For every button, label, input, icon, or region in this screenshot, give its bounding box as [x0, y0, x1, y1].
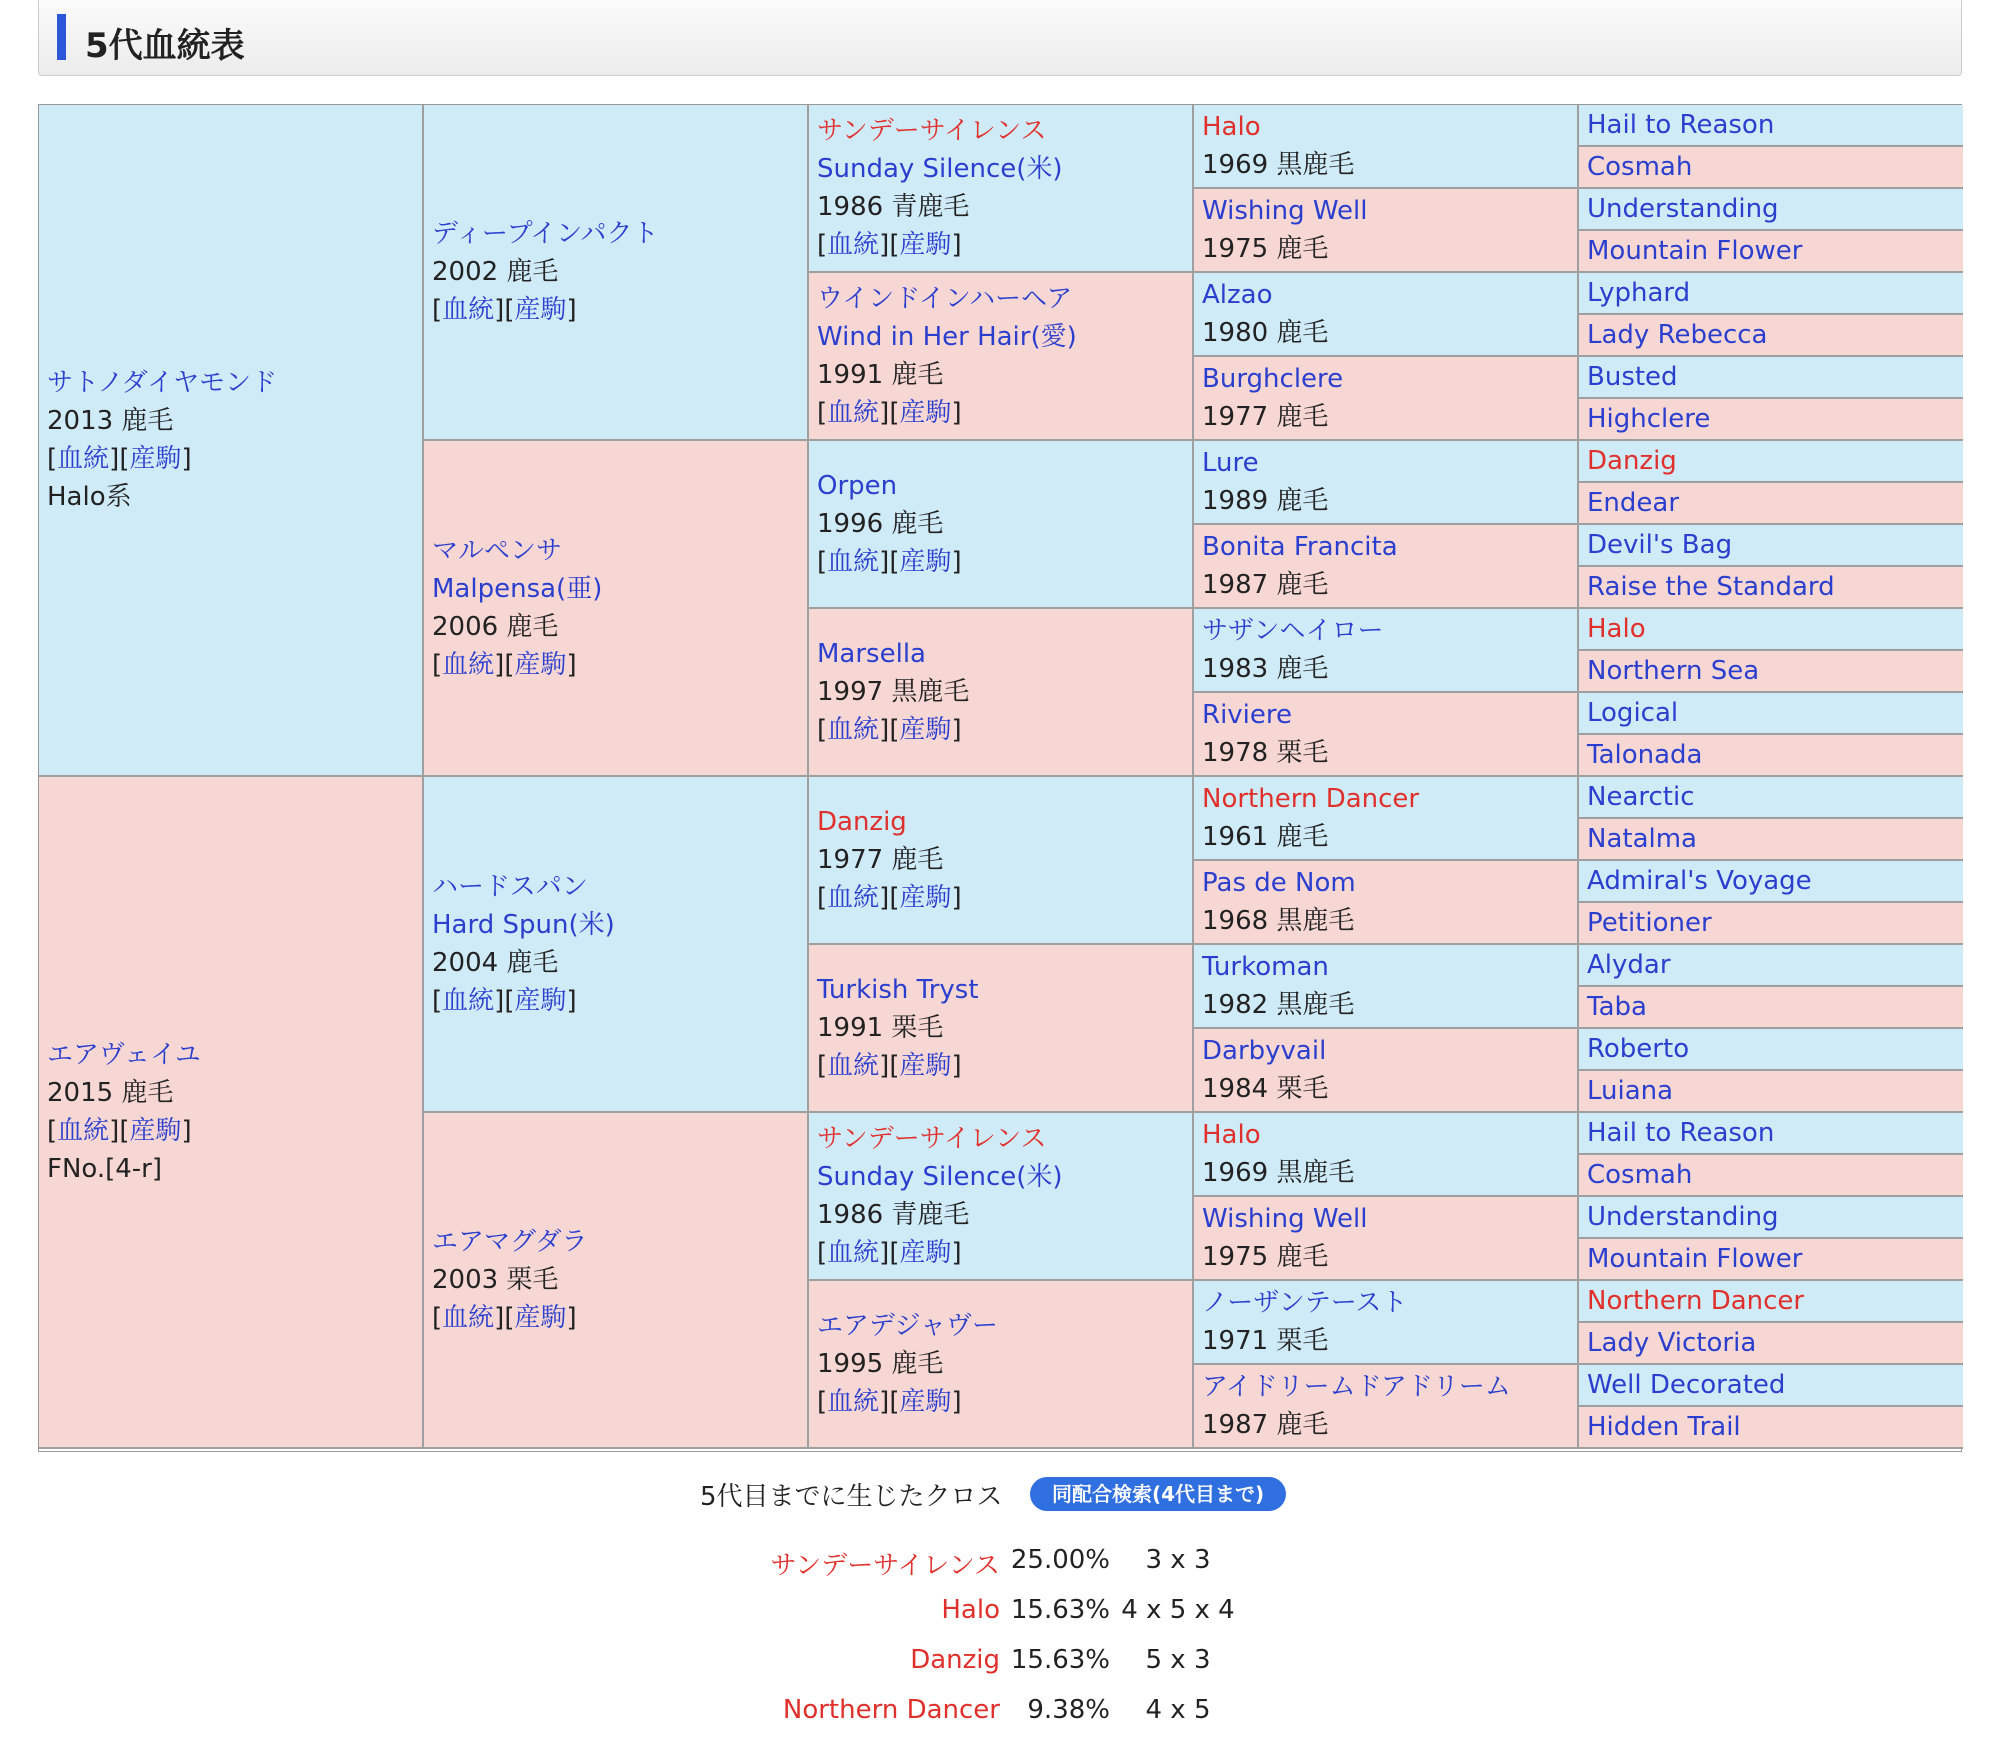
horse-links: [817, 226, 1184, 264]
pedigree-cell-gen5: [1579, 567, 1963, 609]
horse-birth-color: 1987 鹿毛: [1202, 1410, 1329, 1440]
cross-row: [0, 1595, 2000, 1635]
horse-name-link[interactable]: Highclere: [1587, 404, 1711, 434]
horse-name-link[interactable]: ノーザンテースト: [1202, 1288, 1408, 1318]
horse-birth-color: 1986 青鹿毛: [817, 192, 970, 222]
bracket: ][: [494, 650, 515, 680]
pedigree-cell-gen3: [809, 1113, 1194, 1281]
bracket: [: [817, 883, 828, 913]
pedigree-cell-gen5: [1579, 483, 1963, 525]
offspring-link[interactable]: 産駒: [899, 547, 952, 577]
horse-name-link[interactable]: Alydar: [1587, 950, 1671, 980]
pedigree-cell-gen2: [424, 441, 809, 777]
horse-name-link[interactable]: Talonada: [1587, 740, 1703, 770]
pedigree-cell-gen1: [39, 777, 424, 1449]
bracket: ]: [951, 1238, 962, 1268]
horse-name-link[interactable]: Darbyvail: [1202, 1036, 1327, 1066]
offspring-link[interactable]: 産駒: [899, 1051, 952, 1081]
horse-birth-color: 2002 鹿毛: [432, 257, 559, 287]
cross-generations-text: 3 x 3: [1145, 1545, 1211, 1575]
horse-links: [817, 1047, 1184, 1085]
bracket: [: [432, 986, 443, 1016]
horse-birth-color: 1969 黒鹿毛: [1202, 1158, 1355, 1188]
pedigree-cell-gen5: [1579, 1323, 1963, 1365]
horse-name-link[interactable]: Halo: [1587, 614, 1646, 644]
pedigree-cell-gen5: [1579, 1239, 1963, 1281]
pedigree-cell-gen5: [1579, 1281, 1963, 1323]
bracket: [: [47, 1116, 58, 1146]
pedigree-cell-gen3: [809, 273, 1194, 441]
pedigree-cell-gen5: [1579, 903, 1963, 945]
cross-percentage: 9.38%: [1027, 1695, 1110, 1725]
bracket: [: [817, 230, 828, 260]
cross-horse-name[interactable]: Halo: [941, 1595, 1000, 1625]
horse-name-link[interactable]: Orpen: [817, 471, 898, 501]
horse-name-en-link[interactable]: Hard Spun(米): [432, 910, 615, 940]
bracket: ]: [951, 715, 962, 745]
header-accent-bar: [57, 14, 66, 60]
horse-name-link[interactable]: Mountain Flower: [1587, 236, 1803, 266]
horse-name-link[interactable]: Riviere: [1202, 700, 1293, 730]
pedigree-cell-gen4: [1194, 273, 1579, 357]
pedigree-cell-gen4: [1194, 1029, 1579, 1113]
bracket: ][: [879, 230, 900, 260]
horse-name-link[interactable]: Burghclere: [1202, 364, 1344, 394]
bracket: ][: [494, 295, 515, 325]
horse-name-link[interactable]: Lyphard: [1587, 278, 1691, 308]
pedigree-cell-gen5: [1579, 735, 1963, 777]
pedigree-link[interactable]: 血統: [827, 547, 880, 577]
pedigree-cell-gen5: [1579, 1113, 1963, 1155]
bracket: [: [817, 1238, 828, 1268]
horse-name-link[interactable]: Natalma: [1587, 824, 1697, 854]
offspring-link[interactable]: 産駒: [899, 715, 952, 745]
pedigree-cell-gen4: [1194, 609, 1579, 693]
horse-birth-color: 1995 鹿毛: [817, 1349, 944, 1379]
bracket: ]: [951, 398, 962, 428]
pedigree-link[interactable]: 血統: [442, 1303, 495, 1333]
horse-name-link[interactable]: サトノダイヤモンド: [47, 368, 278, 398]
horse-name-link[interactable]: Well Decorated: [1587, 1370, 1786, 1400]
pedigree-cell-gen4: [1194, 777, 1579, 861]
pedigree-cell-gen5: [1579, 231, 1963, 273]
pedigree-cell-gen5: [1579, 777, 1963, 819]
pedigree-cell-gen5: [1579, 189, 1963, 231]
pedigree-cell-gen4: [1194, 357, 1579, 441]
pedigree-cell-gen5: [1579, 651, 1963, 693]
pedigree-cell-gen3: [809, 105, 1194, 273]
pedigree-cell-gen5: [1579, 105, 1963, 147]
pedigree-cell-gen5: [1579, 1155, 1963, 1197]
cross-row: [0, 1695, 2000, 1735]
horse-name-link[interactable]: Raise the Standard: [1587, 572, 1835, 602]
pedigree-link[interactable]: 血統: [827, 1387, 880, 1417]
pedigree-cell-gen4: [1194, 1281, 1579, 1365]
horse-links: [47, 1112, 414, 1150]
horse-birth-color: 1968 黒鹿毛: [1202, 906, 1355, 936]
horse-name-link[interactable]: Admiral's Voyage: [1587, 866, 1812, 896]
bracket: [: [817, 398, 828, 428]
pedigree-cell-gen3: [809, 1281, 1194, 1449]
section-header: [38, 0, 1962, 76]
pedigree-cell-gen5: [1579, 987, 1963, 1029]
pedigree-link[interactable]: 血統: [827, 1051, 880, 1081]
pedigree-cell-gen5: [1579, 1029, 1963, 1071]
horse-name-link[interactable]: アイドリームドアドリーム: [1202, 1372, 1511, 1402]
pedigree-link[interactable]: 血統: [827, 1238, 880, 1268]
pedigree-cell-gen4: [1194, 945, 1579, 1029]
horse-birth-color: 1996 鹿毛: [817, 509, 944, 539]
pedigree-cell-gen2: [424, 777, 809, 1113]
pedigree-cell-gen4: [1194, 861, 1579, 945]
horse-links: [432, 1299, 799, 1337]
bracket: [: [817, 715, 828, 745]
horse-links: [817, 1234, 1184, 1272]
section-title: 5代血統表: [85, 26, 245, 66]
horse-birth-color: 2004 鹿毛: [432, 948, 559, 978]
pedigree-cell-gen5: [1579, 273, 1963, 315]
cross-generations-text: 4 x 5 x 4: [1121, 1595, 1235, 1625]
bracket: [: [817, 1387, 828, 1417]
bracket: [: [817, 547, 828, 577]
horse-birth-color: 1975 鹿毛: [1202, 234, 1329, 264]
horse-name-link[interactable]: Wishing Well: [1202, 196, 1368, 226]
horse-birth-color: 2015 鹿毛: [47, 1078, 174, 1108]
bracket: ]: [566, 650, 577, 680]
horse-name-link[interactable]: Lure: [1202, 448, 1259, 478]
offspring-link[interactable]: 産駒: [514, 650, 567, 680]
bracket: [: [432, 1303, 443, 1333]
pedigree-cell-gen3: [809, 945, 1194, 1113]
pedigree-cell-gen5: [1579, 819, 1963, 861]
horse-name-link[interactable]: Bonita Francita: [1202, 532, 1398, 562]
cross-generations-text: 5 x 3: [1145, 1645, 1211, 1675]
bracket: ][: [879, 547, 900, 577]
horse-name-link[interactable]: Hidden Trail: [1587, 1412, 1741, 1442]
horse-name-en-link[interactable]: Malpensa(亜): [432, 574, 603, 604]
horse-name-link[interactable]: Busted: [1587, 362, 1678, 392]
offspring-link[interactable]: 産駒: [514, 295, 567, 325]
pedigree-link[interactable]: 血統: [827, 398, 880, 428]
horse-links: [817, 711, 1184, 749]
horse-name-en-link[interactable]: Sunday Silence(米): [817, 1162, 1063, 1192]
pedigree-cell-gen4: [1194, 525, 1579, 609]
horse-birth-color: 2003 栗毛: [432, 1265, 559, 1295]
horse-note: Halo系: [47, 482, 132, 512]
horse-name-link[interactable]: Roberto: [1587, 1034, 1690, 1064]
bracket: ][: [879, 715, 900, 745]
horse-name-link[interactable]: ウインドインハーヘア: [817, 284, 1073, 314]
horse-name-link[interactable]: Understanding: [1587, 1202, 1779, 1232]
bracket: ][: [109, 444, 130, 474]
horse-birth-color: 1997 黒鹿毛: [817, 677, 970, 707]
bracket: ][: [879, 1238, 900, 1268]
horse-birth-color: 1971 栗毛: [1202, 1326, 1329, 1356]
horse-birth-color: 1975 鹿毛: [1202, 1242, 1329, 1272]
cross-generations-text: 4 x 5: [1145, 1695, 1211, 1725]
horse-name-link[interactable]: Wishing Well: [1202, 1204, 1368, 1234]
bracket: ]: [951, 1387, 962, 1417]
pedigree-cell-gen5: [1579, 1197, 1963, 1239]
pedigree-cell-gen4: [1194, 441, 1579, 525]
bracket: ]: [951, 547, 962, 577]
bracket: [: [47, 444, 58, 474]
pedigree-cell-gen2: [424, 1113, 809, 1449]
pedigree-link[interactable]: 血統: [442, 295, 495, 325]
horse-name-link[interactable]: マルペンサ: [432, 536, 563, 566]
horse-name-link[interactable]: Marsella: [817, 639, 926, 669]
bracket: ]: [566, 1303, 577, 1333]
pedigree-cell-gen4: [1194, 1365, 1579, 1449]
horse-birth-color: 1980 鹿毛: [1202, 318, 1329, 348]
horse-name-link[interactable]: サザンヘイロー: [1202, 616, 1384, 646]
horse-links: [432, 291, 799, 329]
horse-name-link[interactable]: Cosmah: [1587, 152, 1693, 182]
pedigree-link[interactable]: 血統: [442, 986, 495, 1016]
bracket: ]: [181, 1116, 192, 1146]
horse-birth-color: 1969 黒鹿毛: [1202, 150, 1355, 180]
pedigree-cell-gen4: [1194, 1197, 1579, 1281]
pedigree-cell-gen5: [1579, 1071, 1963, 1113]
pedigree-table: [38, 104, 1962, 1452]
horse-links: [817, 394, 1184, 432]
horse-name-link[interactable]: Northern Dancer: [1587, 1286, 1805, 1316]
pedigree-cell-gen5: [1579, 861, 1963, 903]
horse-note: FNo.[4-r]: [47, 1154, 163, 1184]
pedigree-cell-gen4: [1194, 693, 1579, 777]
horse-name-link[interactable]: Taba: [1587, 992, 1647, 1022]
horse-name-link[interactable]: Petitioner: [1587, 908, 1712, 938]
horse-name-link[interactable]: Northern Dancer: [1202, 784, 1420, 814]
horse-name-link[interactable]: サンデーサイレンス: [817, 1124, 1047, 1154]
pedigree-cell-gen3: [809, 441, 1194, 609]
horse-name-link[interactable]: Danzig: [817, 807, 907, 837]
offspring-link[interactable]: 産駒: [899, 883, 952, 913]
horse-name-link[interactable]: ハードスパン: [432, 872, 588, 902]
horse-name-link[interactable]: Lady Victoria: [1587, 1328, 1757, 1358]
horse-birth-color: 1983 鹿毛: [1202, 654, 1329, 684]
bracket: ][: [879, 883, 900, 913]
pedigree-link[interactable]: 血統: [57, 1116, 110, 1146]
pedigree-cell-gen5: [1579, 315, 1963, 357]
bracket: [: [432, 650, 443, 680]
offspring-link[interactable]: 産駒: [514, 986, 567, 1016]
horse-name-link[interactable]: Endear: [1587, 488, 1680, 518]
bracket: ]: [566, 295, 577, 325]
offspring-link[interactable]: 産駒: [129, 1116, 182, 1146]
pedigree-cell-gen5: [1579, 609, 1963, 651]
horse-name-link[interactable]: Pas de Nom: [1202, 868, 1356, 898]
bracket: ][: [494, 1303, 515, 1333]
cross-row: [0, 1545, 2000, 1585]
cross-percentage: 15.63%: [1010, 1645, 1110, 1675]
pedigree-cell-gen5: [1579, 945, 1963, 987]
horse-name-link[interactable]: Devil's Bag: [1587, 530, 1733, 560]
offspring-link[interactable]: 産駒: [899, 398, 952, 428]
pedigree-link[interactable]: 血統: [827, 883, 880, 913]
bracket: ][: [109, 1116, 130, 1146]
offspring-link[interactable]: 産駒: [514, 1303, 567, 1333]
horse-links: [817, 1383, 1184, 1421]
horse-links: [432, 982, 799, 1020]
pedigree-cell-gen5: [1579, 1407, 1963, 1449]
horse-name-link[interactable]: サンデーサイレンス: [817, 116, 1047, 146]
pedigree-cell-gen5: [1579, 441, 1963, 483]
horse-name-link[interactable]: エアデジャヴー: [817, 1311, 998, 1341]
bracket: ]: [951, 230, 962, 260]
horse-name-en-link[interactable]: Sunday Silence(米): [817, 154, 1063, 184]
pedigree-cell-gen1: [39, 105, 424, 777]
pedigree-link[interactable]: 血統: [442, 650, 495, 680]
pedigree-cell-gen3: [809, 609, 1194, 777]
horse-links: [432, 646, 799, 684]
cross-horse-name[interactable]: Danzig: [910, 1645, 1000, 1675]
horse-links: [817, 543, 1184, 581]
cross-section-title: 5代目までに生じたクロス: [700, 1482, 1003, 1512]
bracket: ][: [494, 986, 515, 1016]
horse-name-link[interactable]: Halo: [1202, 112, 1261, 142]
horse-name-link[interactable]: Danzig: [1587, 446, 1677, 476]
horse-name-link[interactable]: Turkoman: [1202, 952, 1329, 982]
horse-birth-color: 1991 鹿毛: [817, 360, 944, 390]
offspring-link[interactable]: 産駒: [899, 1238, 952, 1268]
offspring-link[interactable]: 産駒: [899, 230, 952, 260]
cross-horse-name[interactable]: サンデーサイレンス: [770, 1551, 1000, 1581]
horse-name-link[interactable]: エアヴェイユ: [47, 1040, 201, 1070]
horse-name-link[interactable]: Logical: [1587, 698, 1679, 728]
horse-name-link[interactable]: Hail to Reason: [1587, 110, 1775, 140]
horse-name-link[interactable]: Hail to Reason: [1587, 1118, 1775, 1148]
horse-birth-color: 2013 鹿毛: [47, 406, 174, 436]
pedigree-link[interactable]: 血統: [57, 444, 110, 474]
horse-name-link[interactable]: Understanding: [1587, 194, 1779, 224]
bracket: ]: [951, 883, 962, 913]
bracket: ][: [879, 1387, 900, 1417]
horse-name-link[interactable]: エアマグダラ: [432, 1227, 588, 1257]
horse-birth-color: 1987 鹿毛: [1202, 570, 1329, 600]
horse-birth-color: 1982 黒鹿毛: [1202, 990, 1355, 1020]
bracket: ][: [879, 1051, 900, 1081]
horse-name-link[interactable]: Luiana: [1587, 1076, 1674, 1106]
pedigree-cell-gen4: [1194, 189, 1579, 273]
pedigree-cell-gen5: [1579, 525, 1963, 567]
horse-birth-color: 1961 鹿毛: [1202, 822, 1329, 852]
horse-birth-color: 1984 栗毛: [1202, 1074, 1329, 1104]
horse-name-link[interactable]: ディープインパクト: [432, 219, 659, 249]
horse-links: [47, 440, 414, 478]
same-mating-search-button[interactable]: 同配合検索(4代目まで): [1030, 1477, 1286, 1511]
horse-name-link[interactable]: Nearctic: [1587, 782, 1695, 812]
horse-name-link[interactable]: Halo: [1202, 1120, 1261, 1150]
pedigree-link[interactable]: 血統: [827, 230, 880, 260]
pedigree-cell-gen5: [1579, 693, 1963, 735]
bracket: ]: [566, 986, 577, 1016]
horse-birth-color: 1977 鹿毛: [817, 845, 944, 875]
pedigree-cell-gen4: [1194, 105, 1579, 189]
horse-name-link[interactable]: Turkish Tryst: [817, 975, 979, 1005]
offspring-link[interactable]: 産駒: [899, 1387, 952, 1417]
pedigree-link[interactable]: 血統: [827, 715, 880, 745]
horse-name-link[interactable]: Lady Rebecca: [1587, 320, 1768, 350]
horse-birth-color: 1989 鹿毛: [1202, 486, 1329, 516]
pedigree-cell-gen5: [1579, 1365, 1963, 1407]
pedigree-cell-gen5: [1579, 357, 1963, 399]
pedigree-cell-gen2: [424, 105, 809, 441]
horse-birth-color: 1978 栗毛: [1202, 738, 1329, 768]
cross-horse-name[interactable]: Northern Dancer: [782, 1695, 1000, 1725]
horse-name-link[interactable]: Northern Sea: [1587, 656, 1760, 686]
horse-name-link[interactable]: Mountain Flower: [1587, 1244, 1803, 1274]
bracket: [: [817, 1051, 828, 1081]
bracket: ]: [951, 1051, 962, 1081]
cross-percentage: 15.63%: [1010, 1595, 1110, 1625]
horse-name-link[interactable]: Cosmah: [1587, 1160, 1693, 1190]
pedigree-cell-gen5: [1579, 147, 1963, 189]
bracket: ][: [879, 398, 900, 428]
cross-row: [0, 1645, 2000, 1685]
horse-birth-color: 1991 栗毛: [817, 1013, 944, 1043]
horse-name-link[interactable]: Alzao: [1202, 280, 1273, 310]
horse-birth-color: 2006 鹿毛: [432, 612, 559, 642]
horse-birth-color: 1977 鹿毛: [1202, 402, 1329, 432]
horse-birth-color: 1986 青鹿毛: [817, 1200, 970, 1230]
pedigree-cell-gen4: [1194, 1113, 1579, 1197]
offspring-link[interactable]: 産駒: [129, 444, 182, 474]
bracket: ]: [181, 444, 192, 474]
cross-percentage: 25.00%: [1010, 1545, 1110, 1575]
pedigree-cell-gen5: [1579, 399, 1963, 441]
bracket: [: [432, 295, 443, 325]
pedigree-cell-gen3: [809, 777, 1194, 945]
horse-name-en-link[interactable]: Wind in Her Hair(愛): [817, 322, 1077, 352]
horse-links: [817, 879, 1184, 917]
